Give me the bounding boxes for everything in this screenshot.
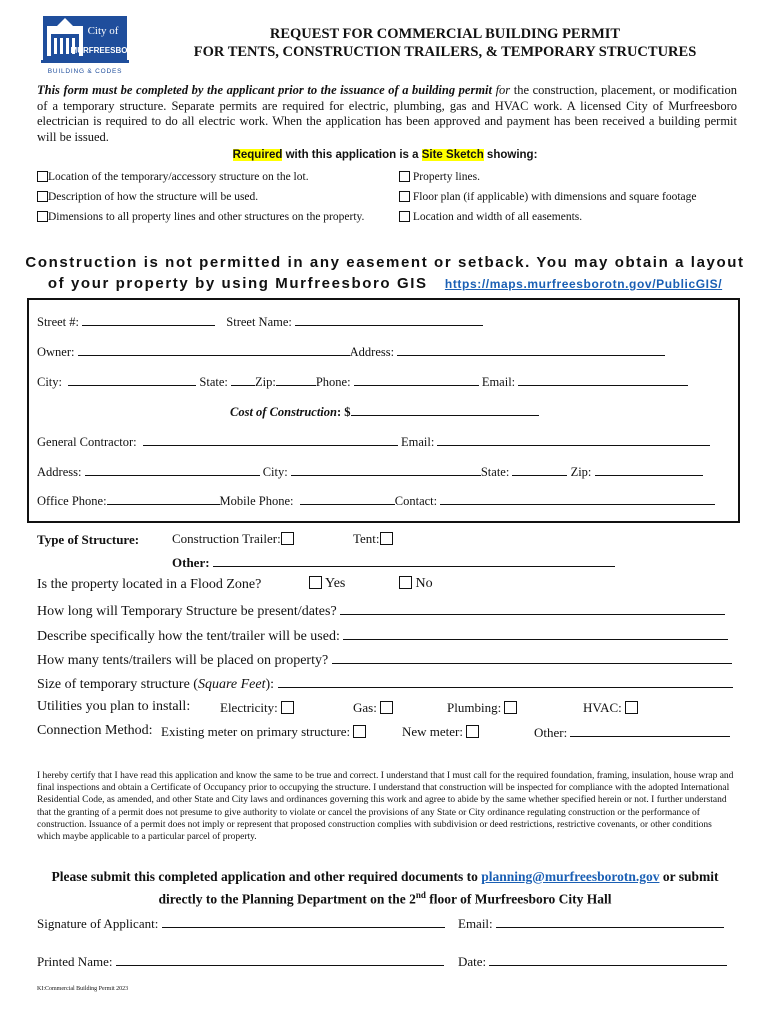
utilities-label: Utilities you plan to install:	[37, 699, 191, 714]
contractor-zip-label: Zip:	[570, 465, 592, 479]
mobile-phone-label: Mobile Phone:	[219, 494, 294, 508]
checklist-label: Description of how the structure will be used.	[48, 191, 259, 203]
count-field[interactable]	[332, 651, 732, 664]
size-label-unit: Square Feet	[197, 677, 266, 692]
structure-type-label: Type of Structure:	[37, 532, 140, 547]
usage-row	[37, 627, 728, 645]
signature-email-label: Email:	[458, 916, 493, 931]
planning-email-link[interactable]: planning@murfreesborotn.gov	[481, 869, 660, 884]
usage-field[interactable]	[343, 627, 728, 640]
logo-dept-text: BUILDING & CODES	[47, 68, 123, 75]
checklist-label: Location and width of all easements.	[412, 211, 583, 223]
street-number-field[interactable]	[82, 313, 215, 326]
signature-email-row	[458, 915, 724, 932]
street-name-label: Street Name:	[226, 315, 292, 329]
checklist-item-dimensions[interactable]	[37, 211, 364, 223]
city-label: City:	[37, 375, 63, 389]
cost-suffix: : $	[336, 405, 351, 419]
cost-row	[230, 403, 539, 420]
checklist-item-property-lines[interactable]	[399, 171, 480, 183]
duration-row	[37, 602, 725, 620]
submit-line-2	[0, 886, 770, 909]
street-number-label: Street #:	[37, 315, 80, 329]
new-meter-checkbox[interactable]	[466, 725, 479, 738]
count-label: How many tents/trailers will be placed on property?	[37, 653, 329, 668]
site-sketch-word: Site Sketch	[421, 149, 484, 161]
signature-label: Signature of Applicant:	[37, 916, 159, 931]
hvac-checkbox[interactable]	[625, 701, 638, 714]
mobile-phone-field[interactable]	[300, 492, 395, 505]
construction-trailer-checkbox[interactable]	[281, 532, 294, 545]
plumbing-checkbox[interactable]	[504, 701, 517, 714]
flood-no-label: No	[415, 576, 433, 591]
general-contractor-label: General Contractor:	[37, 435, 137, 449]
cost-field[interactable]	[351, 403, 539, 416]
city-logo	[35, 12, 135, 76]
city-row	[37, 373, 688, 390]
contact-field[interactable]	[440, 492, 715, 505]
certification-text: I hereby certify that I have read this application and know the same to be true and correct. I understand that I must call for the required foundation, framing, insulation, house wrap and final inspections and obtain a Certificate of Occupancy prior to occupying the structure. I understand that construction will be inspected for compliance with the adopted International Residential Code, as amended, and other State and City laws and ordinances governing this work and agree to abide by the same whether specified herein or not. I further understand that the granting of a permit does not presume to give authority to violate or cancel the provisions of any State or City ordinance regulating construction or the performance of construction. Issuance of a permit does not imply or represent that proposed construction complies with subdivision or deed restrictions, restrictive covenants, or other conditions which maybe applicable to a particular parcel of property.	[37, 771, 734, 843]
gis-link[interactable]: https://maps.murfreesborotn.gov/PublicGIS/	[444, 277, 723, 291]
contractor-email-label: Email:	[400, 435, 435, 449]
office-phone-field[interactable]	[107, 492, 220, 505]
flood-yes-label: Yes	[324, 576, 346, 591]
form-title	[150, 25, 740, 61]
checkbox[interactable]	[37, 191, 48, 202]
intro-bold: This form must be completed by the applicant prior to the issuance of a building permit	[37, 83, 492, 97]
footer-doc-id: KI:Commercial Building Permit 2023	[37, 986, 129, 992]
date-label: Date:	[458, 954, 487, 969]
size-label-post: ):	[265, 677, 275, 692]
checklist-label: Location of the temporary/accessory structure on the lot.	[48, 171, 309, 183]
title-line-2: FOR TENTS, CONSTRUCTION TRAILERS, & TEMPORARY STRUCTURES	[193, 44, 697, 60]
contact-label: Contact:	[394, 494, 438, 508]
printed-name-label: Printed Name:	[37, 954, 113, 969]
required-word: Required	[232, 149, 283, 161]
signature-email-field[interactable]	[496, 915, 724, 928]
required-end: showing:	[483, 149, 538, 161]
phones-row	[37, 492, 715, 509]
submit-post: or submit	[659, 869, 719, 884]
tent-checkbox[interactable]	[380, 532, 393, 545]
required-middle: with this application is a	[282, 149, 422, 161]
checklist-item-easements[interactable]	[399, 211, 582, 223]
checkbox[interactable]	[399, 191, 410, 202]
logo-name-text: MURFREESBORO	[70, 46, 135, 55]
street-row	[37, 313, 483, 330]
intro-rest: the construction, placement, or modification of a temporary structure. Separate permits are required for electric, plumbing, gas and HVAC work. A licensed City of Murfreesboro electrician is required to do all electric work. When the application has been approved and payment has been received a building permit will be issued.	[37, 83, 737, 144]
phone-label: Phone:	[315, 375, 351, 389]
gas-checkbox[interactable]	[380, 701, 393, 714]
checkbox[interactable]	[399, 171, 410, 182]
checkbox[interactable]	[37, 171, 48, 182]
other-structure-row	[172, 554, 615, 571]
flood-zone-question: Is the property located in a Flood Zone?	[37, 577, 262, 592]
contractor-state-field[interactable]	[512, 463, 567, 476]
flood-no-option[interactable]	[399, 576, 433, 592]
owner-field[interactable]	[78, 343, 350, 356]
other-structure-label: Other:	[172, 555, 210, 570]
contractor-address-label: Address:	[37, 465, 82, 479]
notice-line-1: Construction is not permitted in any easement or setback. You may obtain a layout	[25, 254, 745, 271]
other-connection-field[interactable]	[570, 724, 730, 737]
phone-field[interactable]	[354, 373, 479, 386]
required-line	[0, 149, 770, 161]
connection-method-label: Connection Method:	[37, 723, 153, 738]
checklist-label: Floor plan (if applicable) with dimensions and square footage	[412, 191, 697, 203]
electricity-option[interactable]	[220, 700, 294, 716]
size-label-pre: Size of temporary structure (	[37, 677, 198, 692]
electricity-checkbox[interactable]	[281, 701, 294, 714]
state-field[interactable]	[231, 373, 255, 386]
checklist-item-description[interactable]	[37, 191, 258, 203]
checklist-label: Property lines.	[412, 171, 480, 183]
size-row	[37, 675, 733, 693]
cost-label: Cost of Construction	[230, 405, 337, 419]
city-field[interactable]	[68, 373, 196, 386]
other-connection-label: Other:	[534, 725, 568, 740]
existing-meter-checkbox[interactable]	[353, 725, 366, 738]
contractor-zip-field[interactable]	[595, 463, 703, 476]
size-field[interactable]	[278, 675, 733, 688]
date-row	[458, 953, 727, 970]
gas-label: Gas:	[353, 700, 377, 715]
flood-yes-checkbox[interactable]	[309, 576, 322, 589]
construction-trailer-option[interactable]	[172, 531, 294, 547]
printed-name-field[interactable]	[116, 953, 444, 966]
submit-sup: nd	[415, 890, 426, 900]
plumbing-option[interactable]	[447, 700, 517, 716]
owner-row	[37, 343, 665, 360]
office-phone-label: Office Phone:	[37, 494, 107, 508]
duration-field[interactable]	[340, 602, 725, 615]
other-connection-row	[534, 724, 730, 741]
electricity-label: Electricity:	[220, 700, 278, 715]
contractor-email-field[interactable]	[437, 433, 710, 446]
submit-pre: Please submit this completed application and other required documents to	[51, 869, 482, 884]
tent-label: Tent:	[353, 531, 380, 546]
notice-line-2-text: of your property by using Murfreesboro GIS	[47, 275, 428, 292]
submit-instructions	[0, 868, 770, 909]
checkbox[interactable]	[37, 211, 48, 222]
checklist-label: Dimensions to all property lines and other structures on the property.	[48, 211, 365, 223]
date-field[interactable]	[489, 953, 727, 966]
intro-for: for	[492, 83, 511, 97]
hvac-label: HVAC:	[583, 700, 622, 715]
contractor-city-field[interactable]	[291, 463, 481, 476]
contractor-address-row	[37, 463, 703, 480]
signature-row	[37, 915, 445, 932]
zip-field[interactable]	[276, 373, 316, 386]
contractor-address-field[interactable]	[85, 463, 260, 476]
notice-line-2	[0, 275, 770, 292]
checklist-item-floor-plan[interactable]	[399, 191, 696, 203]
duration-label: How long will Temporary Structure be present/dates?	[37, 604, 337, 619]
plumbing-label: Plumbing:	[447, 700, 502, 715]
printed-name-row	[37, 953, 444, 970]
contractor-state-label: State:	[480, 465, 510, 479]
title-line-1: REQUEST FOR COMMERCIAL BUILDING PERMIT	[269, 26, 621, 42]
usage-label: Describe specifically how the tent/trailer will be used:	[37, 629, 340, 644]
flood-yes-option[interactable]	[309, 576, 345, 592]
signature-field[interactable]	[162, 915, 445, 928]
owner-label: Owner:	[37, 345, 75, 359]
hvac-option[interactable]	[583, 700, 638, 716]
construction-trailer-label: Construction Trailer:	[172, 531, 281, 546]
flood-no-checkbox[interactable]	[399, 576, 412, 589]
zip-label: Zip:	[254, 375, 276, 389]
owner-address-label: Address:	[349, 345, 395, 359]
new-meter-option[interactable]	[402, 724, 479, 740]
email-field[interactable]	[518, 373, 688, 386]
submit-line2-post: floor of Murfreesboro City Hall	[425, 891, 612, 907]
count-row	[37, 651, 732, 669]
general-contractor-field[interactable]	[143, 433, 398, 446]
existing-meter-label: Existing meter on primary structure:	[161, 724, 351, 739]
checklist-item-location[interactable]	[37, 171, 309, 183]
contractor-city-label: City:	[262, 465, 288, 479]
tent-option[interactable]	[353, 531, 393, 547]
submit-line-1	[0, 868, 770, 886]
intro-paragraph	[37, 83, 737, 145]
owner-address-field[interactable]	[397, 343, 665, 356]
contractor-row	[37, 433, 710, 450]
existing-meter-option[interactable]	[161, 724, 366, 740]
state-label: State:	[199, 375, 228, 389]
checkbox[interactable]	[399, 211, 410, 222]
new-meter-label: New meter:	[402, 724, 464, 739]
street-name-field[interactable]	[295, 313, 483, 326]
email-label: Email:	[481, 375, 516, 389]
gas-option[interactable]	[353, 700, 393, 716]
logo-city-text: City of	[87, 25, 119, 37]
other-structure-field[interactable]	[213, 554, 615, 567]
submit-line2-pre: directly to the Planning Department on the 2	[158, 891, 416, 907]
